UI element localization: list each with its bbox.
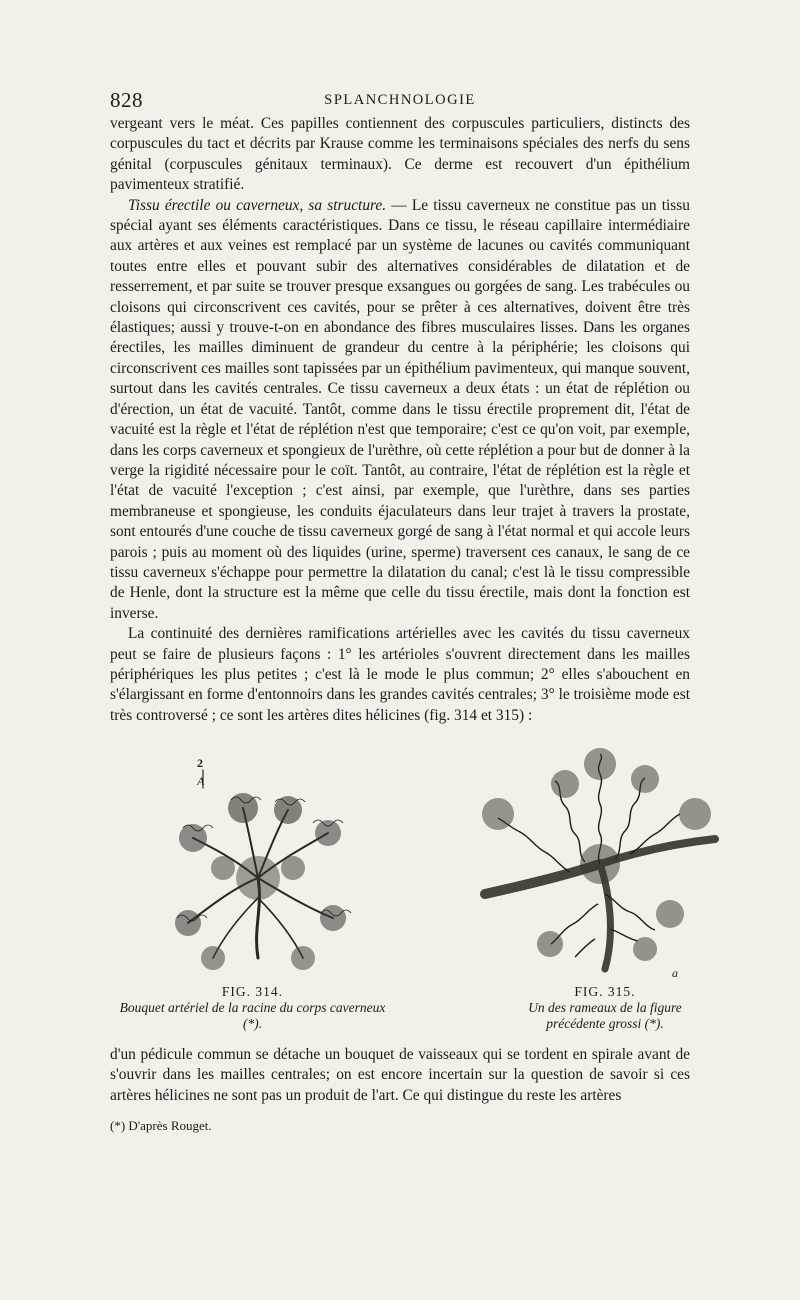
figure-314-label-bottom: A bbox=[197, 774, 205, 788]
paragraph-continuity-text: La continuité des dernières ramifications artérielles avec les cavités du tissu caverneux peut se faire de plusieurs façons : 1° les artérioles s'ouvrent directement dans les mailles périphériques les plus petites ; c'est là le mode le plus commun; 2° elles s'abouchent en s'élargissant en forme d'entonnoirs dans les grandes cavités centrales; 3° le troisième mode est très controversé ; ce sont les artères dites hélicines (fig. 314 et 315) : bbox=[110, 625, 690, 724]
helicine-arteries-drawing bbox=[470, 744, 730, 984]
section-heading: Tissu érectile ou caverneux, sa structure. bbox=[128, 196, 387, 214]
figure-314-description: Bouquet artériel de la racine du corps caverneux (*). bbox=[119, 1000, 386, 1031]
figure-314-label-top: 2 bbox=[197, 756, 203, 770]
figure-314-number: FIG. 314. bbox=[221, 984, 284, 999]
figure-315-label: a bbox=[672, 966, 678, 980]
figure-315-caption bbox=[500, 984, 710, 1032]
figure-314-caption bbox=[110, 984, 395, 1032]
continuation-text bbox=[110, 1045, 690, 1106]
figure-315-description: Un des rameaux de la figure précédente grossi (*). bbox=[528, 1000, 682, 1031]
paragraph-erectile-tissue bbox=[110, 196, 690, 625]
body-text bbox=[110, 114, 690, 726]
arterial-bouquet-drawing bbox=[163, 758, 353, 986]
footnote: (*) D'après Rouget. bbox=[110, 1118, 212, 1133]
paragraph-continuity bbox=[110, 624, 690, 726]
running-title: SPLANCHNOLOGIE bbox=[324, 92, 476, 108]
figure-315-illustration bbox=[470, 744, 730, 984]
paragraph-intro bbox=[110, 114, 690, 196]
paragraph-intro-text: vergeant vers le méat. Ces papilles contiennent des corpuscules particuliers, distincts des corpuscules du tact et décrits par Krause comme les terminaisons spéciales des nerfs du sens génital (corpuscules génitaux terminaux). Ce derme est recouvert d'un épithélium pavimenteux stratifié. bbox=[110, 115, 690, 194]
paragraph-erectile-text: — Le tissu caverneux ne constitue pas un tissu spécial ayant ses éléments caractéristiques. Dans ce tissu, le réseau capillaire intermédiaire aux artères et aux veines est remplacé par un système de lacunes ou cavités communiquant toutes entre elles et pouvant subir des alternatives considérables de dilatation et de resserrement, et par suite se trouver presque exsangues ou gorgées de sang. Les trabécules ou cloisons qui circonscrivent ces cavités, pour se prêter à ces alternatives, doivent être très élastiques; aussi y trouve-t-on en abondance des fibres musculaires lisses. Dans les organes érectiles, les mailles diminuent de grandeur du centre à la périphérie; les cloisons qui circonscrivent ces mailles sont tapissées par un épithélium pavimenteux, qui manque souvent, surtout dans les cavités centrales. Ce tissu caverneux a deux états : un état de réplétion ou d'érection, un état de vacuité. Tantôt, comme dans le tissu érectile proprement dit, l'état de vacuité est la règle et l'état de réplétion n'est que temporaire; c'est ce qu'on voit, par exemple, dans les corps caverneux et spongieux de l'urèthre, où cette réplétion a pour but de donner à la verge la rigidité nécessaire pour le coït. Tantôt, au contraire, l'état de réplétion est la règle et l'état de vacuité l'exception ; c'est ainsi, par exemple, que l'urèthre, dans ses parties membraneuse et spongieuse, les conduits éjaculateurs dans leur trajet à travers la prostate, sont entourés d'une couche de tissu caverneux gorgé de sang à l'état normal et qui accole leurs parois ; puis au moment où des liquides (urine, sperme) traversent ces canaux, le sang de ce tissu caverneux s'échappe pour permettre la dilatation du canal; c'est là le tissu compressible de Henle, dont la structure est la même que celle du tissu érectile, mais dont la fonction est inverse. bbox=[110, 196, 690, 622]
figure-315-number: FIG. 315. bbox=[574, 984, 636, 999]
figure-314-illustration bbox=[163, 758, 353, 986]
page-number: 828 bbox=[110, 88, 143, 112]
paragraph-continuation: d'un pédicule commun se détache un bouquet de vaisseaux qui se tordent en spirale avant de s'ouvrir dans les mailles centrales; on est encore incertain sur la question de savoir si ces artères hélicines ne sont pas un produit de l'art. Ce qui distingue du reste les artères bbox=[110, 1046, 690, 1104]
